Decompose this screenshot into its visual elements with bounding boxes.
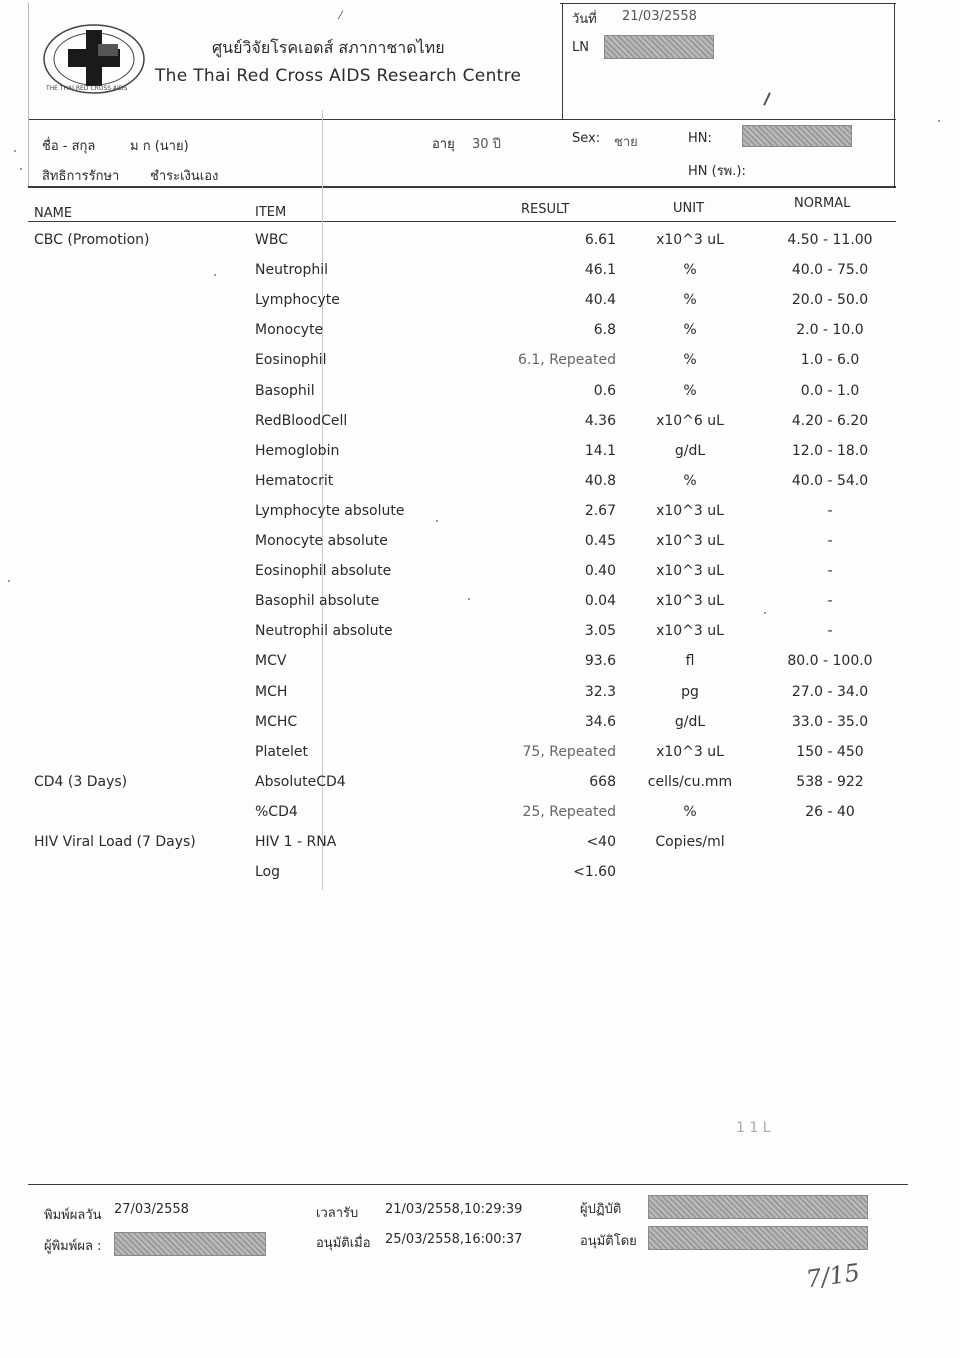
- row-unit: x10^3 uL: [656, 563, 724, 579]
- row-item: Monocyte absolute: [255, 533, 388, 549]
- row-item: Platelet: [255, 744, 309, 760]
- row-item: Neutrophil absolute: [255, 623, 393, 639]
- row-unit: %: [683, 352, 697, 368]
- header-divider-vertical: [562, 3, 563, 119]
- row-item: MCV: [255, 653, 287, 669]
- print-date-label: พิมพ์ผลวัน: [44, 1208, 102, 1223]
- centre-title-english: The Thai Red Cross AIDS Research Centre: [155, 66, 522, 86]
- header-divider-horizontal: [28, 119, 896, 120]
- hn-label: HN:: [688, 131, 712, 146]
- row-item: MCHC: [255, 714, 298, 730]
- date-label: วันที่: [572, 12, 597, 27]
- row-normal-range: -: [827, 503, 833, 519]
- row-normal-range: -: [827, 563, 833, 579]
- row-item: WBC: [255, 232, 288, 248]
- row-result: 6.61: [584, 232, 616, 248]
- row-result: 0.6: [593, 383, 616, 399]
- row-unit: x10^3 uL: [656, 533, 724, 549]
- red-cross-logo: [40, 20, 148, 98]
- scan-speck: [20, 168, 22, 170]
- row-result: 4.36: [584, 413, 616, 429]
- row-item: Eosinophil: [255, 352, 327, 368]
- scan-speck: [764, 612, 766, 614]
- header-top-border: [560, 3, 896, 4]
- row-result: 0.04: [584, 593, 616, 609]
- row-unit: pg: [681, 684, 699, 700]
- row-item: Monocyte: [255, 322, 324, 338]
- row-unit: fl: [685, 653, 695, 669]
- scan-speck: [436, 520, 438, 522]
- pen-tick-mark-top: [338, 10, 344, 19]
- row-item: Lymphocyte: [255, 292, 340, 308]
- row-result: 0.40: [584, 563, 616, 579]
- printer-redacted: [114, 1232, 266, 1256]
- name-label: ชื่อ - สกุล: [42, 139, 96, 154]
- row-unit: x10^3 uL: [656, 623, 724, 639]
- row-unit: Copies/ml: [655, 834, 725, 850]
- scan-speck: [14, 150, 16, 152]
- row-result: 6.8: [593, 322, 616, 338]
- row-unit: x10^6 uL: [656, 413, 724, 429]
- scan-fold-line: [322, 110, 323, 890]
- row-normal-range: 40.0 - 75.0: [791, 262, 869, 278]
- column-header-underline: [28, 221, 896, 222]
- row-result: 6.1, Repeated: [518, 352, 616, 368]
- handwritten-scribble: 1 1 L: [736, 1120, 771, 1136]
- print-date-value: 27/03/2558: [114, 1202, 189, 1217]
- row-result: 668: [589, 774, 616, 790]
- row-item: Basophil absolute: [255, 593, 380, 609]
- row-unit: x10^3 uL: [656, 744, 724, 760]
- row-unit: %: [683, 322, 697, 338]
- ln-label: LN: [572, 40, 589, 55]
- row-item: Hematocrit: [255, 473, 334, 489]
- col-unit: UNIT: [673, 201, 705, 216]
- scan-speck: [8, 580, 10, 582]
- row-item: MCH: [255, 684, 288, 700]
- row-item: %CD4: [255, 804, 298, 820]
- row-unit: cells/cu.mm: [647, 774, 733, 790]
- approved-value: 25/03/2558,16:00:37: [385, 1232, 523, 1247]
- row-unit: %: [683, 292, 697, 308]
- row-result: <40: [586, 834, 616, 850]
- col-name: NAME: [34, 206, 73, 221]
- date-value: 21/03/2558: [622, 9, 697, 24]
- ln-redacted: [604, 35, 714, 59]
- row-test-name: HIV Viral Load (7 Days): [34, 834, 196, 850]
- row-test-name: CBC (Promotion): [34, 232, 150, 248]
- operator-label: ผู้ปฏิบัติ: [580, 1202, 622, 1217]
- row-result: <1.60: [573, 864, 616, 880]
- scan-speck: [938, 120, 940, 122]
- row-item: Eosinophil absolute: [255, 563, 392, 579]
- printer-label: ผู้พิมพ์ผล :: [44, 1239, 102, 1254]
- approved-by-label: อนุมัติโดย: [580, 1234, 637, 1249]
- handwritten-page-mark: 7/15: [804, 1258, 862, 1294]
- receive-label: เวลารับ: [316, 1206, 359, 1221]
- row-unit: %: [683, 804, 697, 820]
- rights-value: ชำระเงินเอง: [150, 169, 219, 184]
- row-normal-range: -: [827, 533, 833, 549]
- row-test-name: CD4 (3 Days): [34, 774, 128, 790]
- row-normal-range: 33.0 - 35.0: [791, 714, 869, 730]
- footer-top-rule: [28, 1184, 908, 1185]
- row-unit: %: [683, 262, 697, 278]
- header-right-border: [894, 3, 895, 188]
- row-normal-range: 1.0 - 6.0: [800, 352, 860, 368]
- receive-value: 21/03/2558,10:29:39: [385, 1202, 523, 1217]
- name-value: ม ก (นาย): [130, 139, 189, 154]
- row-normal-range: 4.20 - 6.20: [791, 413, 869, 429]
- row-normal-range: 150 - 450: [796, 744, 864, 760]
- col-result: RESULT: [521, 202, 570, 217]
- row-normal-range: 26 - 40: [805, 804, 855, 820]
- row-item: Neutrophil: [255, 262, 329, 278]
- approved-by-redacted: [648, 1226, 868, 1250]
- row-unit: x10^3 uL: [656, 503, 724, 519]
- age-label: อายุ: [432, 137, 455, 152]
- row-result: 46.1: [584, 262, 616, 278]
- row-result: 32.3: [584, 684, 616, 700]
- row-result: 3.05: [584, 623, 616, 639]
- hn-redacted: [742, 125, 852, 147]
- rights-label: สิทธิการรักษา: [42, 169, 120, 184]
- row-result: 93.6: [584, 653, 616, 669]
- sex-value: ชาย: [614, 135, 638, 150]
- row-result: 0.45: [584, 533, 616, 549]
- row-normal-range: -: [827, 593, 833, 609]
- row-normal-range: 40.0 - 54.0: [791, 473, 869, 489]
- row-item: HIV 1 - RNA: [255, 834, 337, 850]
- centre-title-thai: ศูนย์วิจัยโรคเอดส์ สภากาชาดไทย: [212, 38, 445, 57]
- col-item: ITEM: [255, 205, 287, 220]
- row-item: Lymphocyte absolute: [255, 503, 405, 519]
- pen-tick-mark: [763, 92, 771, 106]
- row-unit: %: [683, 383, 697, 399]
- scan-speck: [468, 598, 470, 600]
- row-normal-range: -: [827, 623, 833, 639]
- row-item: Basophil: [255, 383, 315, 399]
- row-unit: x10^3 uL: [656, 232, 724, 248]
- row-result: 14.1: [584, 443, 616, 459]
- row-normal-range: 4.50 - 11.00: [787, 232, 873, 248]
- operator-redacted: [648, 1195, 868, 1219]
- row-normal-range: 27.0 - 34.0: [791, 684, 869, 700]
- row-item: Log: [255, 864, 281, 880]
- col-normal: NORMAL: [794, 196, 851, 211]
- svg-text:THE THAI RED CROSS AIDS: THE THAI RED CROSS AIDS: [46, 85, 128, 92]
- row-normal-range: 538 - 922: [796, 774, 864, 790]
- sex-label: Sex:: [572, 131, 601, 146]
- row-result: 75, Repeated: [522, 744, 616, 760]
- row-item: AbsoluteCD4: [255, 774, 346, 790]
- age-value: 30 ปี: [472, 137, 501, 152]
- row-item: Hemoglobin: [255, 443, 340, 459]
- row-unit: g/dL: [674, 714, 706, 730]
- hn-hospital-label: HN (รพ.):: [688, 164, 746, 179]
- approved-label: อนุมัติเมื่อ: [316, 1236, 371, 1251]
- row-normal-range: 20.0 - 50.0: [791, 292, 869, 308]
- row-normal-range: 80.0 - 100.0: [787, 653, 873, 669]
- row-result: 34.6: [584, 714, 616, 730]
- row-normal-range: 0.0 - 1.0: [800, 383, 860, 399]
- scan-speck: [214, 274, 216, 276]
- row-unit: g/dL: [674, 443, 706, 459]
- row-unit: x10^3 uL: [656, 593, 724, 609]
- row-normal-range: 2.0 - 10.0: [796, 322, 864, 338]
- row-item: RedBloodCell: [255, 413, 348, 429]
- row-normal-range: 12.0 - 18.0: [791, 443, 869, 459]
- header-left-border: [28, 3, 29, 186]
- row-result: 40.8: [584, 473, 616, 489]
- row-unit: %: [683, 473, 697, 489]
- row-result: 40.4: [584, 292, 616, 308]
- patient-bottom-border: [28, 186, 896, 188]
- row-result: 2.67: [584, 503, 616, 519]
- row-result: 25, Repeated: [522, 804, 616, 820]
